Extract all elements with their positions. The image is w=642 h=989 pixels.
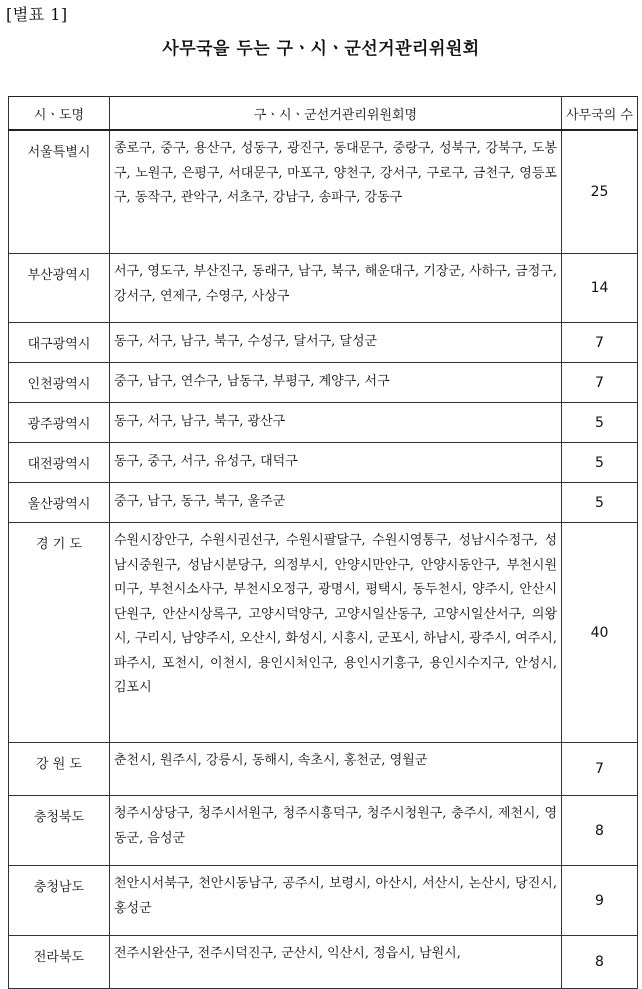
- count-cell: 5: [562, 403, 638, 443]
- page-title: 사무국을 두는 구ㆍ시ㆍ군선거관리위원회: [162, 39, 480, 59]
- count-cell: 8: [562, 936, 638, 989]
- count-cell: 7: [562, 363, 638, 403]
- committee-cell: 청주시상당구, 청주시서원구, 청주시흥덕구, 청주시청원구, 충주시, 제천시, 영동군, 음성군: [110, 796, 562, 866]
- committee-cell: 동구, 서구, 남구, 북구, 광산구: [110, 403, 562, 443]
- region-cell: 울산광역시: [9, 483, 110, 523]
- header-region: 시ㆍ도명: [9, 97, 110, 131]
- region-cell: 강 원 도: [9, 743, 110, 796]
- committee-cell: 동구, 중구, 서구, 유성구, 대덕구: [110, 443, 562, 483]
- region-cell: 충청남도: [9, 866, 110, 936]
- committee-cell: 서구, 영도구, 부산진구, 동래구, 남구, 북구, 해운대구, 기장군, 사하구, 금정구, 강서구, 연제구, 수영구, 사상구: [110, 254, 562, 323]
- table-row: [9, 254, 638, 323]
- committee-cell: 춘천시, 원주시, 강릉시, 동해시, 속초시, 홍천군, 영월군: [110, 743, 562, 796]
- table-row: [9, 866, 638, 936]
- committee-cell: 중구, 남구, 동구, 북구, 울주군: [110, 483, 562, 523]
- committee-cell: 종로구, 중구, 용산구, 성동구, 광진구, 동대문구, 중랑구, 성북구, 강북구, 도봉구, 노원구, 은평구, 서대문구, 마포구, 양천구, 강서구, 구로구, 금천구, 영등포구, 동작구, 관악구, 서초구, 강남구, 송파구, 강동구: [110, 130, 562, 254]
- table-row: [9, 130, 638, 254]
- region-cell: 대전광역시: [9, 443, 110, 483]
- table-row: [9, 363, 638, 403]
- header-count: 사무국의 수: [562, 97, 638, 131]
- header-committee: 구ㆍ시ㆍ군선거관리위원회명: [110, 97, 562, 131]
- committee-cell: 전주시완산구, 전주시덕진구, 군산시, 익산시, 정읍시, 남원시,: [110, 936, 562, 989]
- region-cell: 대구광역시: [9, 323, 110, 363]
- count-cell: 9: [562, 866, 638, 936]
- count-cell: 7: [562, 323, 638, 363]
- region-cell: 서울특별시: [9, 130, 110, 254]
- committee-cell: 수원시장안구, 수원시권선구, 수원시팔달구, 수원시영통구, 성남시수정구, 성남시중원구, 성남시분당구, 의정부시, 안양시만안구, 안양시동안구, 부천시원미구, 부천시소사구, 부천시오정구, 광명시, 평택시, 동두천시, 양주시, 안산시단원구, 안산시상록구, 고양시덕양구, 고양시일산동구, 고양시일산서구, 의왕시, 구리시, 남양주시, 오산시, 화성시, 시흥시, 군포시, 하남시, 광주시, 여주시, 파주시, 포천시, 이천시, 용인시처인구, 용인시기흥구, 용인시수지구, 안성시, 김포시: [110, 523, 562, 743]
- table-row: [9, 443, 638, 483]
- region-cell: 경 기 도: [9, 523, 110, 743]
- count-cell: 5: [562, 483, 638, 523]
- count-cell: 7: [562, 743, 638, 796]
- count-cell: 25: [562, 130, 638, 254]
- region-cell: 충청북도: [9, 796, 110, 866]
- count-cell: 8: [562, 796, 638, 866]
- committee-cell: 동구, 서구, 남구, 북구, 수성구, 달서구, 달성군: [110, 323, 562, 363]
- table-row: [9, 743, 638, 796]
- table-row: [9, 796, 638, 866]
- table-header-row: [9, 97, 638, 131]
- region-cell: 인천광역시: [9, 363, 110, 403]
- region-cell: 전라북도: [9, 936, 110, 989]
- committee-cell: 천안시서북구, 천안시동남구, 공주시, 보령시, 아산시, 서산시, 논산시, 당진시, 홍성군: [110, 866, 562, 936]
- committee-cell: 중구, 남구, 연수구, 남동구, 부평구, 계양구, 서구: [110, 363, 562, 403]
- document-label: [별표 1]: [6, 5, 68, 24]
- region-cell: 광주광역시: [9, 403, 110, 443]
- count-cell: 40: [562, 523, 638, 743]
- table-row: [9, 323, 638, 363]
- count-cell: 5: [562, 443, 638, 483]
- table-row: [9, 936, 638, 989]
- table-row: [9, 523, 638, 743]
- region-cell: 부산광역시: [9, 254, 110, 323]
- count-cell: 14: [562, 254, 638, 323]
- table-row: [9, 483, 638, 523]
- committee-table: [8, 96, 638, 989]
- table-row: [9, 403, 638, 443]
